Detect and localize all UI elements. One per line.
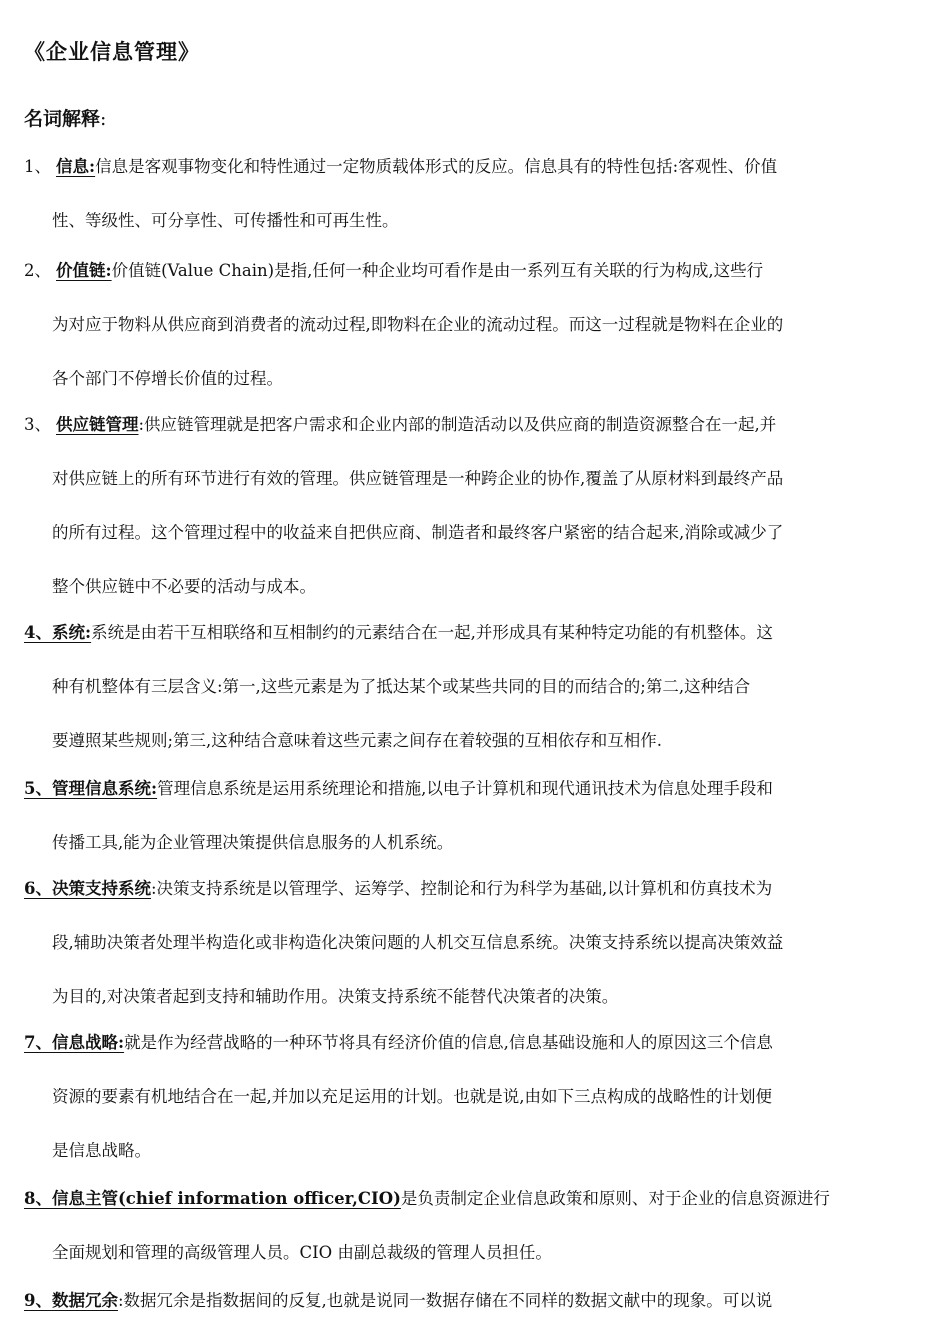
entry-first-line [24,1274,924,1328]
entry-line: 各个部门不停增长价值的过程。 [52,369,283,388]
entry-first-line [24,762,924,816]
entry-line: 种有机整体有三层含义:第一,这些元素是为了抵达某个或某些共同的目的而结合的;第二,这种结合 [52,677,751,696]
entry-line: 为目的,对决策者起到支持和辅助作用。决策支持系统不能替代决策者的决策。 [52,987,619,1006]
entry-line: 整个供应链中不必要的活动与成本。 [52,577,316,596]
entry-first-line [24,1016,924,1070]
entry-first-line [24,398,924,452]
definition-entry-1 [24,140,924,248]
entry-continuation [24,298,924,406]
section-heading [24,104,106,131]
entry-text: 信息是客观事物变化和特性通过一定物质载体形式的反应。信息具有的特性包括:客观性、价值 [95,157,778,176]
entry-term: 9、数据冗余 [24,1291,118,1310]
entry-term: 信息: [56,157,96,176]
definition-entry-3 [24,398,924,614]
entry-text: 价值链(Value Chain)是指,任何一种企业均可看作是由一系列互有关联的行为构成,这些行 [111,261,764,280]
entry-text: :供应链管理就是把客户需求和企业内部的制造活动以及供应商的制造资源整合在一起,并 [138,415,777,434]
entry-continuation [24,1070,924,1178]
entry-first-line [24,606,924,660]
entry-term: 7、信息战略: [24,1033,125,1052]
entry-continuation [24,660,924,768]
definition-entry-5 [24,762,924,870]
entry-text: 就是作为经营战略的一种环节将具有经济价值的信息,信息基础设施和人的原因这三个信息 [124,1033,773,1052]
entry-line: 为对应于物料从供应商到消费者的流动过程,即物料在企业的流动过程。而这一过程就是物料在企业的 [52,315,784,334]
entry-line: 传播工具,能为企业管理决策提供信息服务的人机系统。 [52,833,454,852]
entry-continuation [24,194,924,248]
entry-term: 4、系统: [24,623,92,642]
entry-line: 是信息战略。 [52,1141,151,1160]
definition-entry-2 [24,244,924,406]
section-heading-text: 名词解释 [24,108,101,130]
section-heading-colon: : [100,108,107,130]
definition-entry-4 [24,606,924,768]
entry-line: 段,辅助决策者处理半构造化或非构造化决策问题的人机交互信息系统。决策支持系统以提高决策效益 [52,933,784,952]
entry-term: 8、信息主管(chief information officer,CIO) [24,1189,401,1208]
definition-entry-6 [24,862,924,1024]
entry-first-line [24,862,924,916]
entry-text: :数据冗余是指数据间的反复,也就是说同一数据存储在不同样的数据文献中的现象。可以说 [117,1291,773,1310]
entry-term: 6、决策支持系统 [24,879,151,898]
entry-text: 是负责制定企业信息政策和原则、对于企业的信息资源进行 [400,1189,830,1208]
entry-continuation [24,452,924,614]
definition-entry-8 [24,1172,924,1280]
entry-number: 2、 [24,261,51,280]
entry-line: 要遵照某些规则;第三,这种结合意味着这些元素之间存在着较强的互相依存和互相作. [52,731,663,750]
entry-first-line [24,1172,924,1226]
entry-term: 价值链: [56,261,112,280]
entry-line: 性、等级性、可分享性、可传播性和可再生性。 [52,211,399,230]
document-title: 《企业信息管理》 [24,39,200,64]
entry-term: 5、管理信息系统: [24,779,158,798]
entry-text: 管理信息系统是运用系统理论和措施,以电子计算机和现代通讯技术为信息处理手段和 [157,779,773,798]
entry-term: 供应链管理 [56,415,139,434]
definition-entry-7 [24,1016,924,1178]
entry-line: 对供应链上的所有环节进行有效的管理。供应链管理是一种跨企业的协作,覆盖了从原材料到最终产品 [52,469,784,488]
definition-entry-9 [24,1274,924,1328]
entry-number: 3、 [24,415,51,434]
entry-first-line [24,140,924,194]
entry-line: 全面规划和管理的高级管理人员。CIO 由副总裁级的管理人员担任。 [52,1243,552,1262]
entry-text: 系统是由若干互相联络和互相制约的元素结合在一起,并形成具有某种特定功能的有机整体。这 [91,623,773,642]
entry-line: 的所有过程。这个管理过程中的收益来自把供应商、制造者和最终客户紧密的结合起来,消除或减少了 [52,523,784,542]
entry-text: :决策支持系统是以管理学、运筹学、控制论和行为科学为基础,以计算机和仿真技术为 [150,879,773,898]
entry-number: 1、 [24,157,51,176]
entry-continuation [24,1226,924,1280]
entry-first-line [24,244,924,298]
entry-continuation [24,916,924,1024]
entry-line: 资源的要素有机地结合在一起,并加以充足运用的计划。也就是说,由如下三点构成的战略性的计划便 [52,1087,772,1106]
